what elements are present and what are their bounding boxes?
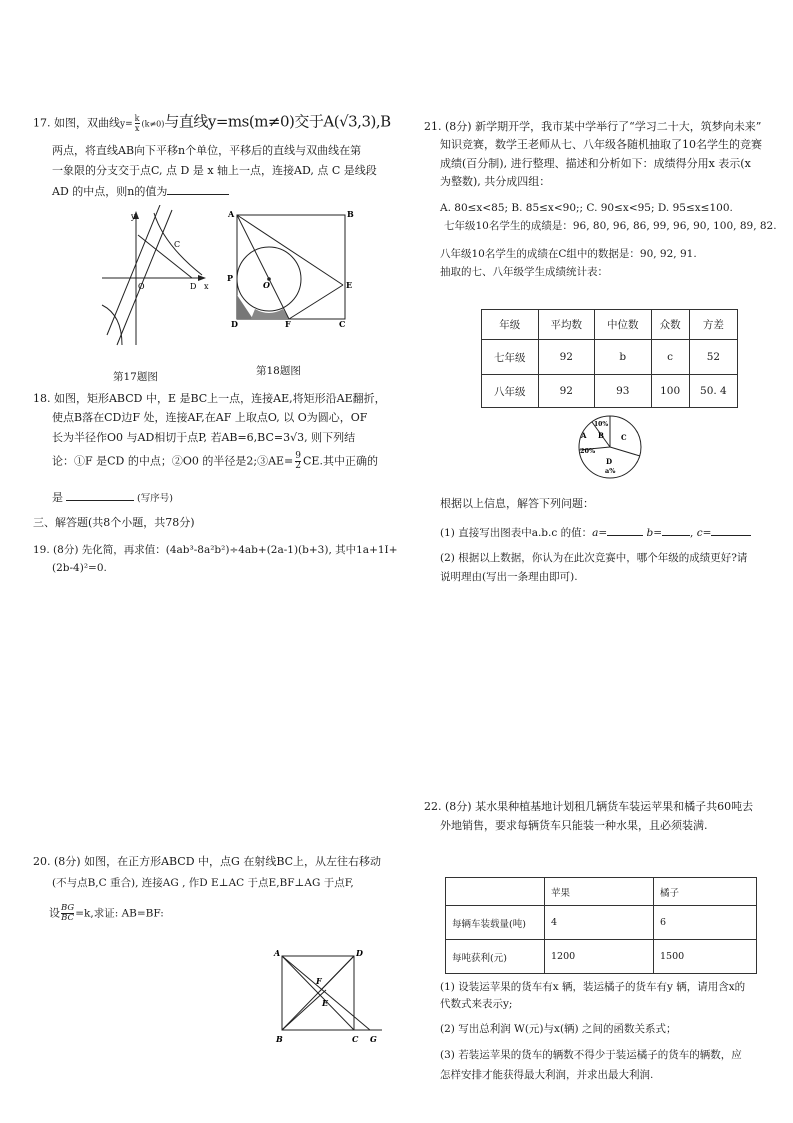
q18-label-f: F bbox=[285, 319, 291, 329]
q21-pie-label-10pct: 10% bbox=[594, 421, 609, 428]
q21-header-cell: 中位数 bbox=[595, 310, 652, 340]
q17-label-d: D bbox=[190, 282, 197, 291]
table-cell: 52 bbox=[689, 340, 737, 375]
q22-fruit-table bbox=[445, 877, 757, 974]
q21-line2: 知识竞赛，数学王老师从七、八年级各随机抽取了10名学生的竞赛 bbox=[440, 138, 762, 151]
q21-pie-chart bbox=[568, 412, 652, 482]
q22-table-header bbox=[446, 878, 757, 906]
table-cell: c bbox=[651, 340, 689, 375]
table-cell: 八年级 bbox=[482, 375, 539, 408]
q21-blank-b[interactable] bbox=[662, 524, 690, 536]
q18-figure-caption: 第18题图 bbox=[256, 365, 301, 377]
q22-part3-line2: 怎样安排才能获得最大利润，并求出最大利润. bbox=[440, 1069, 654, 1081]
q18-line1: 18. 如图，矩形ABCD 中，E 是BC上一点，连接AE,将矩形沿AE翻折， bbox=[33, 392, 386, 405]
q20-label-d: D bbox=[356, 948, 363, 958]
q20-label-c: C bbox=[352, 1034, 359, 1044]
q18-line4: 论：①F 是CD 的中点；②O0 的半径是2;③AE= $\frac{9}{2}$ CE.其中正确的 bbox=[52, 451, 378, 471]
q18-label-a: A bbox=[228, 209, 235, 219]
q21-table-title: 抽取的七、八年级学生成绩统计表： bbox=[440, 266, 608, 278]
q17-label-c: C bbox=[174, 240, 181, 249]
q17-x-arrow-icon bbox=[198, 275, 206, 281]
q20-fraction: $\frac{BG}{BC}$ bbox=[61, 903, 75, 923]
table-row bbox=[482, 375, 738, 408]
q17-line-shifted bbox=[107, 205, 162, 335]
q22-line2: 外地销售，要求每辆货车只能装一种水果，且必须装满. bbox=[440, 819, 708, 832]
q18-line2: 使点B落在CD边F 处，连接AF,在AF 上取点O, 以 O为圆心，OF bbox=[52, 411, 368, 424]
q18-rectangle bbox=[237, 215, 345, 319]
q20-label-f: F bbox=[316, 976, 322, 986]
table-cell: 1500 bbox=[654, 940, 757, 974]
q21-pie-label-d: D bbox=[606, 457, 613, 466]
q17-fraction: $\frac{k}{x}$ bbox=[134, 114, 140, 133]
q20-line3: 设 $\frac{BG}{BC}$ =k,求证: AB=BF: bbox=[49, 903, 164, 923]
q21-line3: 成绩(百分制), 进行整理、描述和分析如下：成绩得分用x 表示(x bbox=[440, 157, 751, 170]
q21-grade7-scores: 七年级10名学生的成绩是：96, 80, 96, 86, 99, 96, 90, 100, 89, 82. bbox=[444, 220, 777, 232]
table-cell: 93 bbox=[595, 375, 652, 408]
q20-label-b: B bbox=[276, 1034, 283, 1044]
q21-blank-c[interactable] bbox=[711, 524, 751, 536]
q17-label-o: O bbox=[138, 282, 145, 291]
q18-answer-blank[interactable] bbox=[66, 489, 134, 501]
q22-header-cell bbox=[446, 878, 545, 906]
q21-part2-line2: 说明理由(写出一条理由即可). bbox=[440, 571, 578, 583]
q17-line3: 一象限的分支交于点C, 点 D 是 x 轴上一点，连接AD, 点 C 是线段 bbox=[52, 164, 377, 177]
q17-label-y: y bbox=[131, 212, 136, 221]
q21-part2-line1: (2) 根据以上数据，你认为在此次竞赛中，哪个年级的成绩更好?请 bbox=[440, 552, 748, 564]
q17-eq-y: y= bbox=[120, 119, 133, 130]
q21-header-cell: 平均数 bbox=[538, 310, 595, 340]
q20-line1: 20. (8分) 如图，在正方形ABCD 中，点G 在射线BC上，从左往右移动 bbox=[33, 855, 382, 868]
table-row bbox=[482, 340, 738, 375]
q22-part2: (2) 写出总利润 W(元)与x(辆) 之间的函数关系式； bbox=[440, 1023, 677, 1035]
q18-label-p: P bbox=[227, 273, 234, 283]
q22-part1-line2: 代数式来表示y; bbox=[440, 998, 513, 1010]
q21-pie-label-c: C bbox=[621, 433, 627, 442]
q18-fraction: $\frac{9}{2}$ bbox=[295, 451, 302, 471]
table-cell: 50. 4 bbox=[689, 375, 737, 408]
q21-line4: 为整数), 共分成四组： bbox=[440, 175, 551, 188]
q21-pie-label-20pct: 20% bbox=[580, 447, 596, 455]
table-cell: 1200 bbox=[545, 940, 654, 974]
q17-line4: AD 的中点，则n的值为 bbox=[52, 183, 229, 199]
q20-figure bbox=[270, 944, 390, 1046]
q21-header-cell: 年级 bbox=[482, 310, 539, 340]
q21-pie-divider bbox=[610, 447, 640, 456]
q17-label-x: x bbox=[204, 282, 209, 291]
q18-line-ae bbox=[237, 215, 343, 285]
q21-pie-label-a: A bbox=[581, 431, 587, 440]
q20-line-de bbox=[320, 956, 354, 991]
q21-groups: A. 80≤x<85; B. 85≤x<90;; C. 90≤x<95; D. 95≤x≤100. bbox=[440, 202, 733, 214]
q18-label-b: B bbox=[347, 209, 354, 219]
q21-blank-a[interactable] bbox=[607, 524, 643, 536]
q18-figure bbox=[225, 205, 365, 330]
section-3-heading: 三、解答题(共8个小题，共78分) bbox=[33, 516, 195, 529]
q22-part3-line1: (3) 若装运苹果的货车的辆数不得少于装运橘子的货车的辆数，应 bbox=[440, 1049, 742, 1061]
q18-shaded-region bbox=[237, 295, 253, 319]
q21-part1: (1) 直接写出图表中a.b.c 的值：a= b= , c= bbox=[440, 524, 751, 540]
q21-line1: 21. (8分) 新学期开学，我市某中学举行了“学习二十大，筑梦向未来” bbox=[424, 120, 762, 133]
q21-ask: 根据以上信息，解答下列问题： bbox=[440, 497, 594, 510]
q20-label-g: G bbox=[370, 1034, 377, 1044]
q17-figure bbox=[92, 205, 217, 355]
q17-answer-blank[interactable] bbox=[167, 183, 229, 195]
table-cell: 92 bbox=[538, 340, 595, 375]
q20-line-bf bbox=[282, 990, 326, 1030]
q20-line2: (不与点B,C 重合), 连接AG , 作D E⊥AC 于点E,BF⊥AG 于点F, bbox=[52, 877, 354, 889]
q21-pie-label-b: B bbox=[598, 431, 604, 440]
q21-header-cell: 众数 bbox=[651, 310, 689, 340]
table-cell: 七年级 bbox=[482, 340, 539, 375]
table-cell: 每辆车装载量(吨) bbox=[446, 906, 545, 940]
table-row bbox=[446, 940, 757, 974]
table-cell: 6 bbox=[654, 906, 757, 940]
q19-line1: 19. (8分) 先化简，再求值：(4ab³-8a²b²)÷4ab+(2a-1)(b+3), 其中1a+1I+ bbox=[33, 544, 398, 556]
q17-line2: 两点，将直线AB向下平移n个单位，平移后的直线与双曲线在第 bbox=[52, 144, 362, 157]
q21-pie-label-apct: a% bbox=[605, 467, 616, 475]
q21-stats-table bbox=[481, 309, 738, 408]
table-row bbox=[446, 906, 757, 940]
q22-part1-line1: (1) 设装运苹果的货车有x 辆，装运橘子的货车有y 辆，请用含x的 bbox=[440, 981, 746, 993]
q18-line-af bbox=[237, 215, 289, 319]
q21-table-header bbox=[482, 310, 738, 340]
q19-line2: (2b-4)²=0. bbox=[52, 562, 107, 574]
table-cell: 4 bbox=[545, 906, 654, 940]
q17-line1: 17. 如图，双曲线y= $\frac{k}{x}$ (k≠0)与直线y=ms(m≠0)交于A(√3,3),B bbox=[33, 112, 391, 133]
table-cell: 100 bbox=[651, 375, 689, 408]
table-cell: b bbox=[595, 340, 652, 375]
q20-line-ag bbox=[282, 956, 370, 1030]
q20-label-e: E bbox=[322, 998, 329, 1008]
table-cell: 每吨获利(元) bbox=[446, 940, 545, 974]
q18-line-fe bbox=[289, 285, 343, 319]
table-cell: 92 bbox=[538, 375, 595, 408]
q17-segment-ad bbox=[138, 235, 192, 278]
q22-header-cell: 苹果 bbox=[545, 878, 654, 906]
q18-line5: 是 (写序号) bbox=[52, 491, 173, 504]
q18-line3: 长为半径作O0 与AD相切于点P, 若AB=6,BC=3√3, 则下列结 bbox=[52, 431, 356, 444]
q21-header-cell: 方差 bbox=[689, 310, 737, 340]
q21-grade8-group-c: 八年级10名学生的成绩在C组中的数据是：90, 92, 91. bbox=[440, 248, 697, 260]
q18-label-c: C bbox=[339, 319, 346, 329]
q20-label-a: A bbox=[274, 948, 281, 958]
q18-label-e: E bbox=[346, 280, 353, 290]
q17-figure-caption: 第17题图 bbox=[113, 371, 158, 383]
q22-header-cell: 橘子 bbox=[654, 878, 757, 906]
q22-line1: 22. (8分) 某水果种植基地计划租几辆货车装运苹果和橘子共60吨去 bbox=[424, 800, 754, 813]
q18-label-o: O bbox=[263, 280, 270, 290]
q18-label-d: D bbox=[231, 319, 238, 329]
